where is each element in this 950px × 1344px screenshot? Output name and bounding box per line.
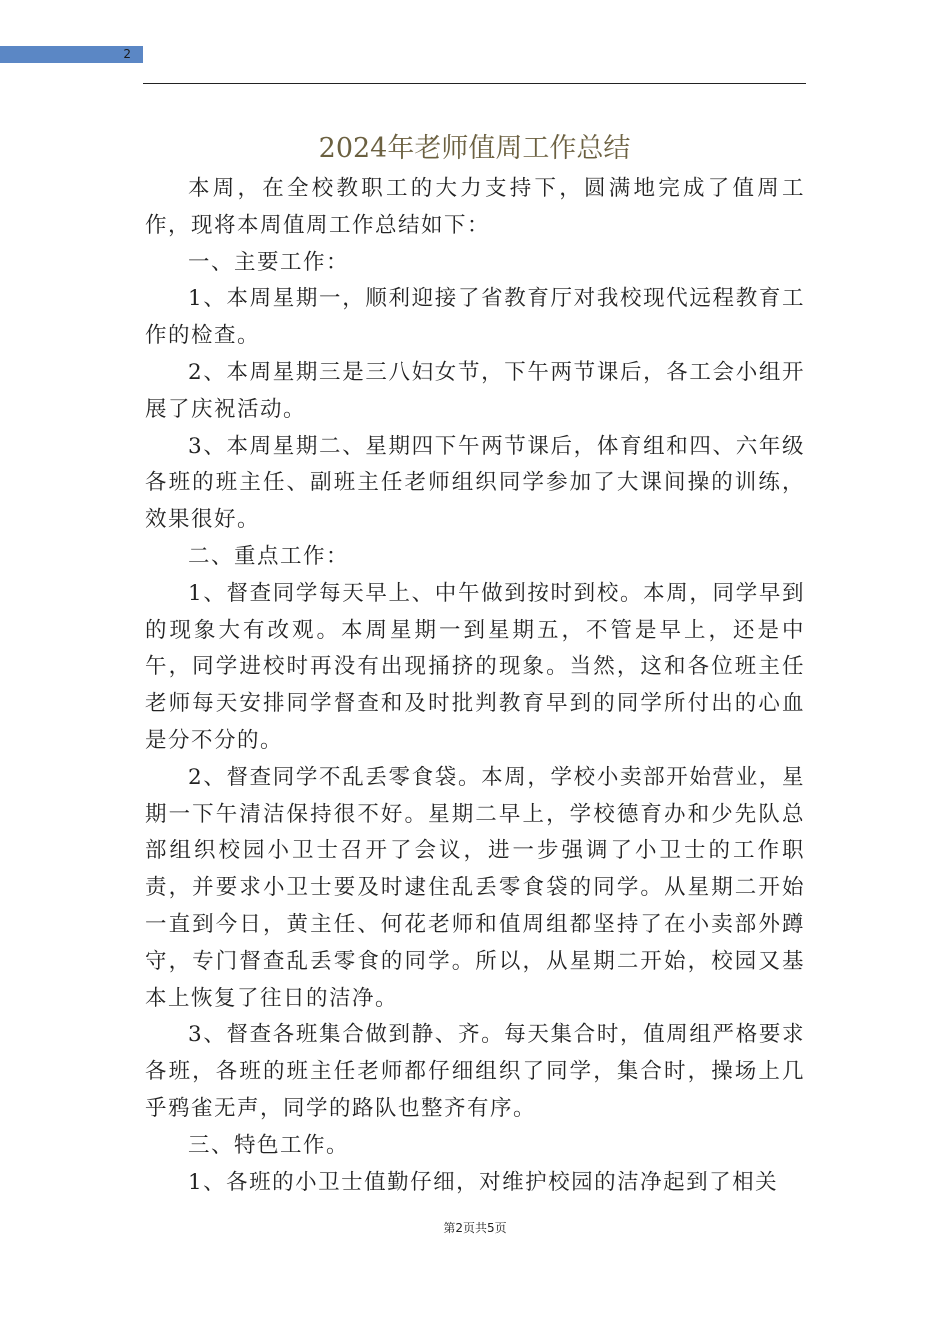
heading-special-work: 三、特色工作。: [188, 1132, 350, 1158]
document-body: [145, 171, 805, 1201]
paragraph-main-work-1: 1、本周星期一，顺利迎接了省教育厅对我校现代远程教育工作的检查。: [145, 286, 805, 349]
page-number-tab: [0, 46, 143, 63]
paragraph-main-work-3: 3、本周星期二、星期四下午两节课后，体育组和四、六年级各班的班主任、副班主任老师组织同学参加了大课间操的训练，效果很好。: [145, 433, 805, 533]
header-rule: [143, 83, 806, 84]
paragraph-intro: 本周，在全校教职工的大力支持下，圆满地完成了值周工作，现将本周值周工作总结如下：: [145, 176, 805, 238]
paragraph-key-work-3: 3、督查各班集合做到静、齐。每天集合时，值周组严格要求各班，各班的班主任老师都仔细组织了同学，集合时，操场上几乎鸦雀无声，同学的路队也整齐有序。: [145, 1022, 805, 1121]
paragraph-key-work-1: 1、督查同学每天早上、中午做到按时到校。本周，同学早到的现象大有改观。本周星期一到星期五，不管是早上，还是中午，同学进校时再没有出现捅挤的现象。当然，这和各位班主任老师每天安排同学督查和及时批判教育早到的同学所付出的心血是分不分的。: [145, 580, 805, 753]
paragraph-special-work-1: 1、各班的小卫士值勤仔细，对维护校园的洁净起到了相关: [188, 1169, 779, 1195]
paragraph-main-work-2: 2、本周星期三是三八妇女节，下午两节课后，各工会小组开展了庆祝活动。: [145, 359, 805, 422]
page-number: 2: [123, 47, 131, 61]
heading-key-work: 二、重点工作：: [188, 543, 350, 569]
paragraph-key-work-2: 2、督查同学不乱丢零食袋。本周，学校小卖部开始营业，星期一下午清洁保持很不好。星期二早上，学校德育办和少先队总部组织校园小卫士召开了会议，进一步强调了小卫士的工作职责，并要求小卫士要及时逮住乱丢零食袋的同学。从星期二开始一直到今日，黄主任、何花老师和值周组都坚持了在小卖部外蹲守，专门督查乱丢零食的同学。所以，从星期二开始，校园又基本上恢复了往日的洁净。: [145, 764, 805, 1011]
document-title: 2024年老师值周工作总结: [318, 133, 631, 164]
heading-main-work: 一、主要工作：: [188, 249, 350, 275]
page-footer: 第2页共5页: [443, 1221, 507, 1235]
